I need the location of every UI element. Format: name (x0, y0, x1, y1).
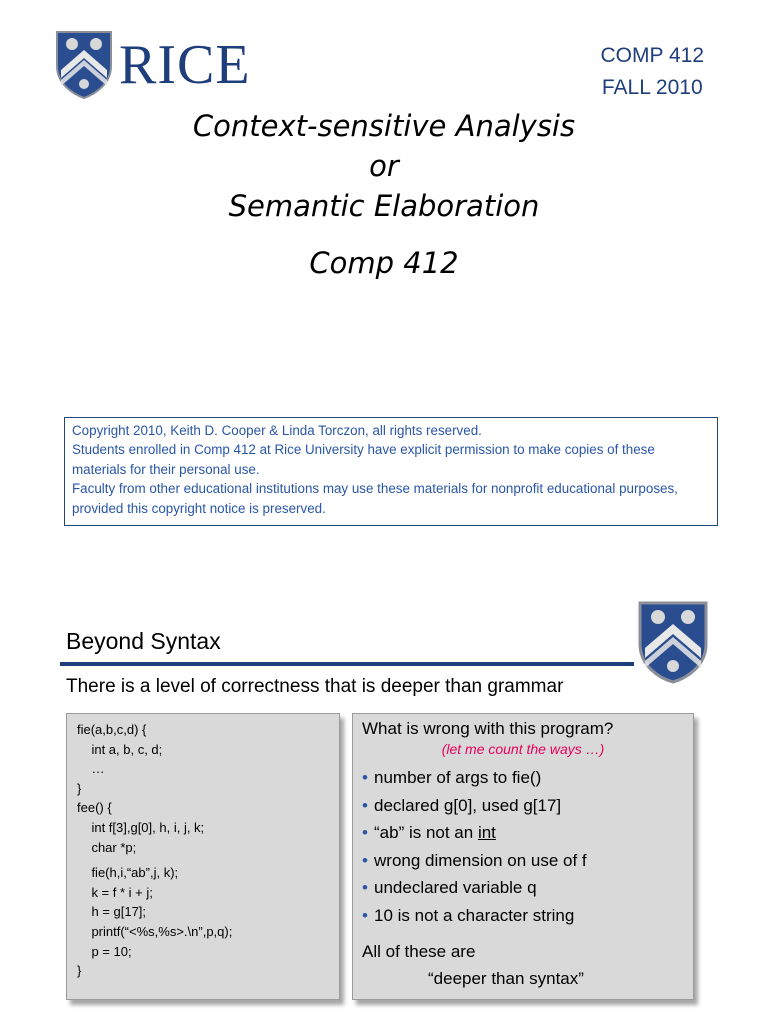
list-item (362, 874, 684, 902)
copyright-line-3: Faculty from other educational institutions may use these materials for nonprofit educational purposes, provided this copyright notice is preserved. (72, 481, 678, 516)
section-heading: Beyond Syntax (66, 628, 221, 654)
bullet-icon: • (362, 878, 368, 898)
copyright-notice (64, 417, 718, 526)
list-item-text: number of args to fie() (374, 768, 542, 787)
summary-line-1: All of these are (362, 941, 476, 961)
code-line: k = f * i + j; (77, 884, 153, 900)
list-item-text: declared g[0], used g[17] (374, 795, 562, 815)
bullet-icon: • (362, 795, 368, 815)
list-item-text: wrong dimension on use of f (374, 850, 587, 870)
code-line: … (77, 761, 105, 777)
course-info (601, 40, 705, 104)
code-line: char *p; (77, 839, 137, 855)
underlined-int: int (477, 823, 496, 843)
list-item (362, 764, 684, 792)
answer-panel (352, 713, 694, 1000)
code-line: h = g[17]; (77, 904, 147, 920)
question-note: (let me count the ways …) (441, 741, 605, 757)
title-line-3: Semantic Elaboration (228, 189, 540, 223)
list-item (362, 847, 684, 875)
error-list (362, 764, 684, 930)
code-line: int f[3],g[0], h, i, j, k; (77, 819, 205, 835)
code-line: printf(“<%s,%s>.\n”,p,q); (77, 923, 233, 939)
course-term: FALL 2010 (601, 76, 703, 99)
list-item-text-pre: “ab” is not an (374, 823, 478, 843)
list-item (362, 902, 684, 930)
code-line: } (77, 780, 82, 796)
list-item-text: undeclared variable q (374, 878, 537, 898)
rice-shield-icon (55, 30, 113, 100)
code-panel (66, 713, 340, 1000)
list-item (362, 792, 684, 820)
code-line: int a, b, c, d; (77, 741, 163, 757)
question-text: What is wrong with this program? (362, 719, 614, 738)
code-line: fie(a,b,c,d) { (77, 722, 147, 737)
bullet-icon: • (362, 905, 368, 925)
code-line: fie(h,i,“ab”,j, k); (77, 865, 179, 881)
bullet-icon: • (362, 768, 368, 787)
slide-title (0, 106, 768, 226)
bullet-icon: • (362, 850, 368, 870)
copyright-line-2: Students enrolled in Comp 412 at Rice University have explicit permission to make copies of these materials for their personal use. (72, 442, 655, 477)
rice-shield-small-icon (637, 600, 709, 684)
summary-line-2: “deeper than syntax” (428, 968, 584, 988)
title-line-1: Context-sensitive Analysis (192, 109, 576, 143)
course-code: COMP 412 (600, 44, 704, 67)
title-line-2: or (369, 149, 399, 183)
list-item (362, 819, 684, 847)
code-line: } (77, 963, 82, 979)
list-item-text (374, 819, 496, 847)
rice-wordmark: RICE (119, 34, 251, 96)
rice-logo (55, 30, 251, 100)
code-line: p = 10; (77, 943, 132, 959)
bullet-icon: • (362, 823, 368, 843)
lead-sentence: There is a level of correctness that is deeper than grammar (66, 676, 564, 697)
code-line: fee() { (77, 800, 112, 816)
heading-rule (60, 662, 634, 666)
list-item-text: 10 is not a character string (374, 905, 575, 925)
copyright-line-1: Copyright 2010, Keith D. Cooper & Linda Torczon, all rights reserved. (72, 423, 482, 438)
slide-subtitle: Comp 412 (309, 246, 459, 280)
